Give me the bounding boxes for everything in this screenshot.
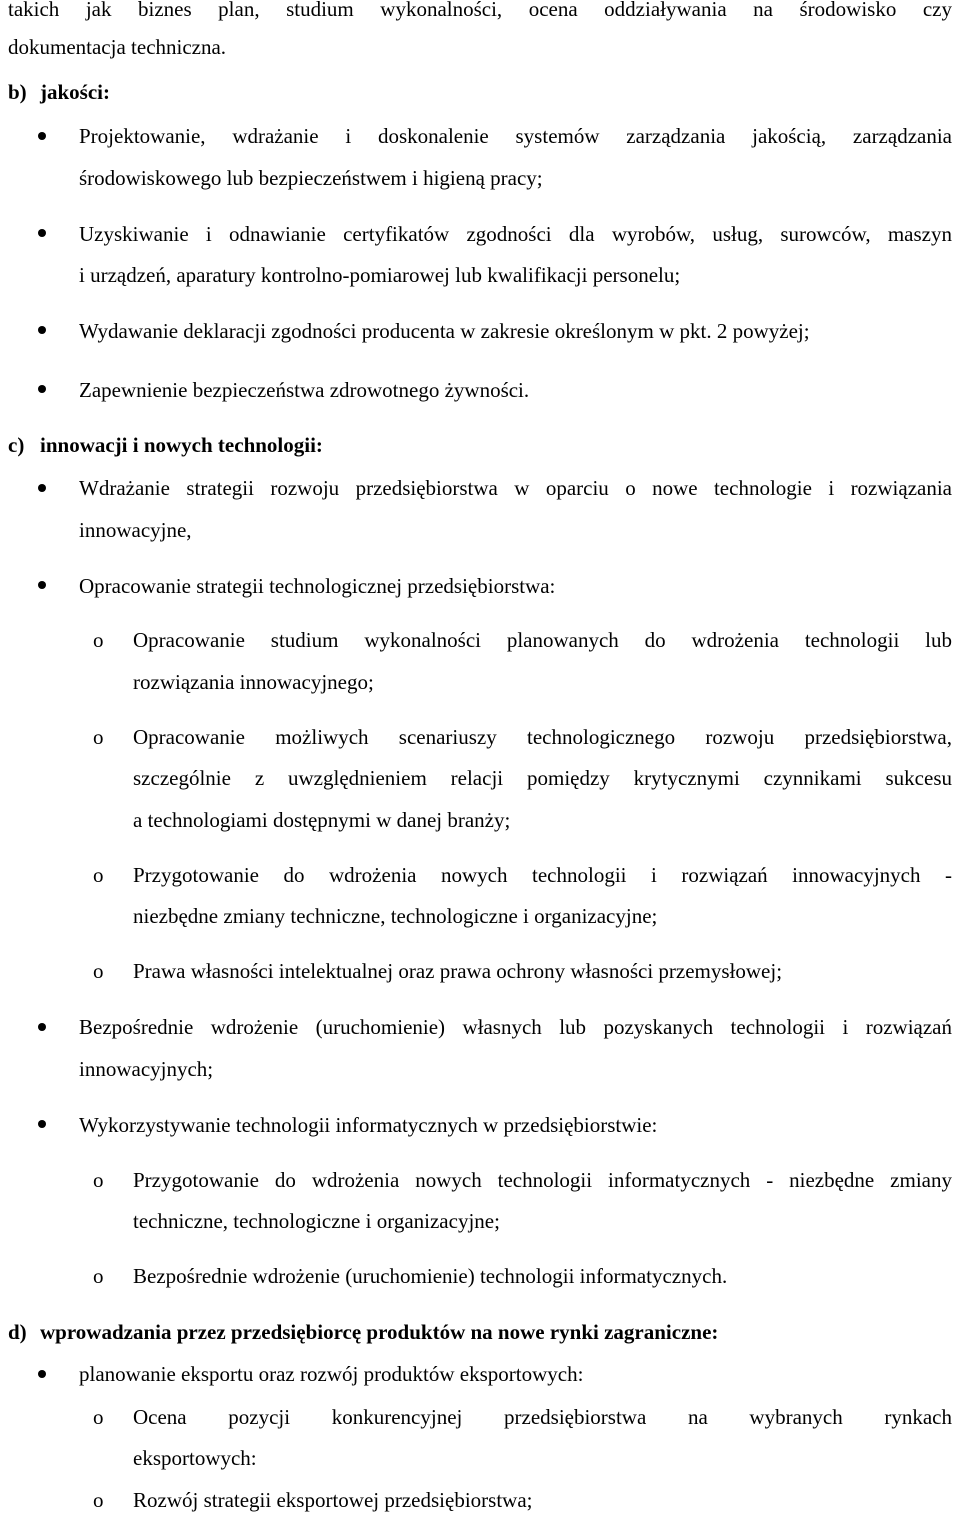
bullet-icon (38, 1120, 46, 1128)
sub-item-line: szczególnie z uwzględnieniem relacji pomiędzy krytycznymi czynnikami sukcesu (133, 766, 952, 790)
list-item-line: Wykorzystywanie technologii informatycznych w przedsiębiorstwie: (79, 1113, 658, 1137)
list-item-line: innowacyjnych; (79, 1057, 214, 1081)
list-item-line: środowiskowego lub bezpieczeństwem i higieną pracy; (79, 166, 543, 190)
list-item-line: i urządzeń, aparatury kontrolno-pomiarowej lub kwalifikacji personelu; (79, 263, 681, 287)
list-item-line: Wdrażanie strategii rozwoju przedsiębiorstwa w oparciu o nowe technologie i rozwiązania (79, 476, 952, 500)
bullet-icon (38, 484, 46, 492)
section-marker: b) (8, 80, 27, 104)
bullet-icon (38, 229, 46, 237)
section-marker: c) (8, 433, 25, 457)
bullet-icon (38, 1023, 46, 1031)
sub-marker: o (93, 1264, 104, 1288)
sub-item-line: rozwiązania innowacyjnego; (133, 670, 374, 694)
list-item-line: Uzyskiwanie i odnawianie certyfikatów zgodności dla wyrobów, usług, surowców, maszyn (79, 222, 952, 246)
list-item-line: planowanie eksportu oraz rozwój produktów eksportowych: (79, 1362, 584, 1386)
sub-item-line: Ocena pozycji konkurencyjnej przedsiębiorstwa na wybranych rynkach (133, 1405, 952, 1429)
sub-item-line: techniczne, technologiczne i organizacyjne; (133, 1209, 500, 1233)
bullet-icon (38, 581, 46, 589)
section-heading: innowacji i nowych technologii: (40, 433, 323, 457)
sub-item-line: Opracowanie możliwych scenariuszy technologicznego rozwoju przedsiębiorstwa, (133, 725, 952, 749)
list-item-line: innowacyjne, (79, 518, 192, 542)
sub-item-line: niezbędne zmiany techniczne, technologiczne i organizacyjne; (133, 904, 658, 928)
bullet-icon (38, 1370, 46, 1378)
section-heading: wprowadzania przez przedsiębiorcę produktów na nowe rynki zagraniczne: (40, 1320, 719, 1344)
paragraph-line: dokumentacja techniczna. (8, 35, 227, 59)
bullet-icon (38, 326, 46, 334)
sub-marker: o (93, 1405, 104, 1429)
list-item-line: Projektowanie, wdrażanie i doskonalenie systemów zarządzania jakością, zarządzania (79, 124, 952, 148)
sub-item-line: eksportowych: (133, 1446, 257, 1470)
sub-item-line: Przygotowanie do wdrożenia nowych technologii informatycznych - niezbędne zmiany (133, 1168, 952, 1192)
sub-item-line: Bezpośrednie wdrożenie (uruchomienie) technologii informatycznych. (133, 1264, 728, 1288)
list-item-line: Wydawanie deklaracji zgodności producenta w zakresie określonym w pkt. 2 powyżej; (79, 319, 810, 343)
list-item-line: Bezpośrednie wdrożenie (uruchomienie) własnych lub pozyskanych technologii i rozwiązań (79, 1015, 952, 1039)
sub-marker: o (93, 1488, 104, 1512)
sub-item-line: a technologiami dostępnymi w danej branży; (133, 808, 511, 832)
section-heading: jakości: (40, 80, 110, 104)
sub-marker: o (93, 725, 104, 749)
list-item-line: Opracowanie strategii technologicznej przedsiębiorstwa: (79, 574, 556, 598)
sub-marker: o (93, 1168, 104, 1192)
sub-item-line: Przygotowanie do wdrożenia nowych technologii i rozwiązań innowacyjnych - (133, 863, 952, 887)
bullet-icon (38, 385, 46, 393)
sub-marker: o (93, 863, 104, 887)
sub-marker: o (93, 959, 104, 983)
bullet-icon (38, 132, 46, 140)
sub-marker: o (93, 628, 104, 652)
section-marker: d) (8, 1320, 27, 1344)
paragraph-line: takich jak biznes plan, studium wykonalności, ocena oddziaływania na środowisko czy (8, 0, 952, 21)
list-item-line: Zapewnienie bezpieczeństwa zdrowotnego żywności. (79, 378, 530, 402)
sub-item-line: Rozwój strategii eksportowej przedsiębiorstwa; (133, 1488, 533, 1512)
sub-item-line: Prawa własności intelektualnej oraz prawa ochrony własności przemysłowej; (133, 959, 783, 983)
sub-item-line: Opracowanie studium wykonalności planowanych do wdrożenia technologii lub (133, 628, 952, 652)
